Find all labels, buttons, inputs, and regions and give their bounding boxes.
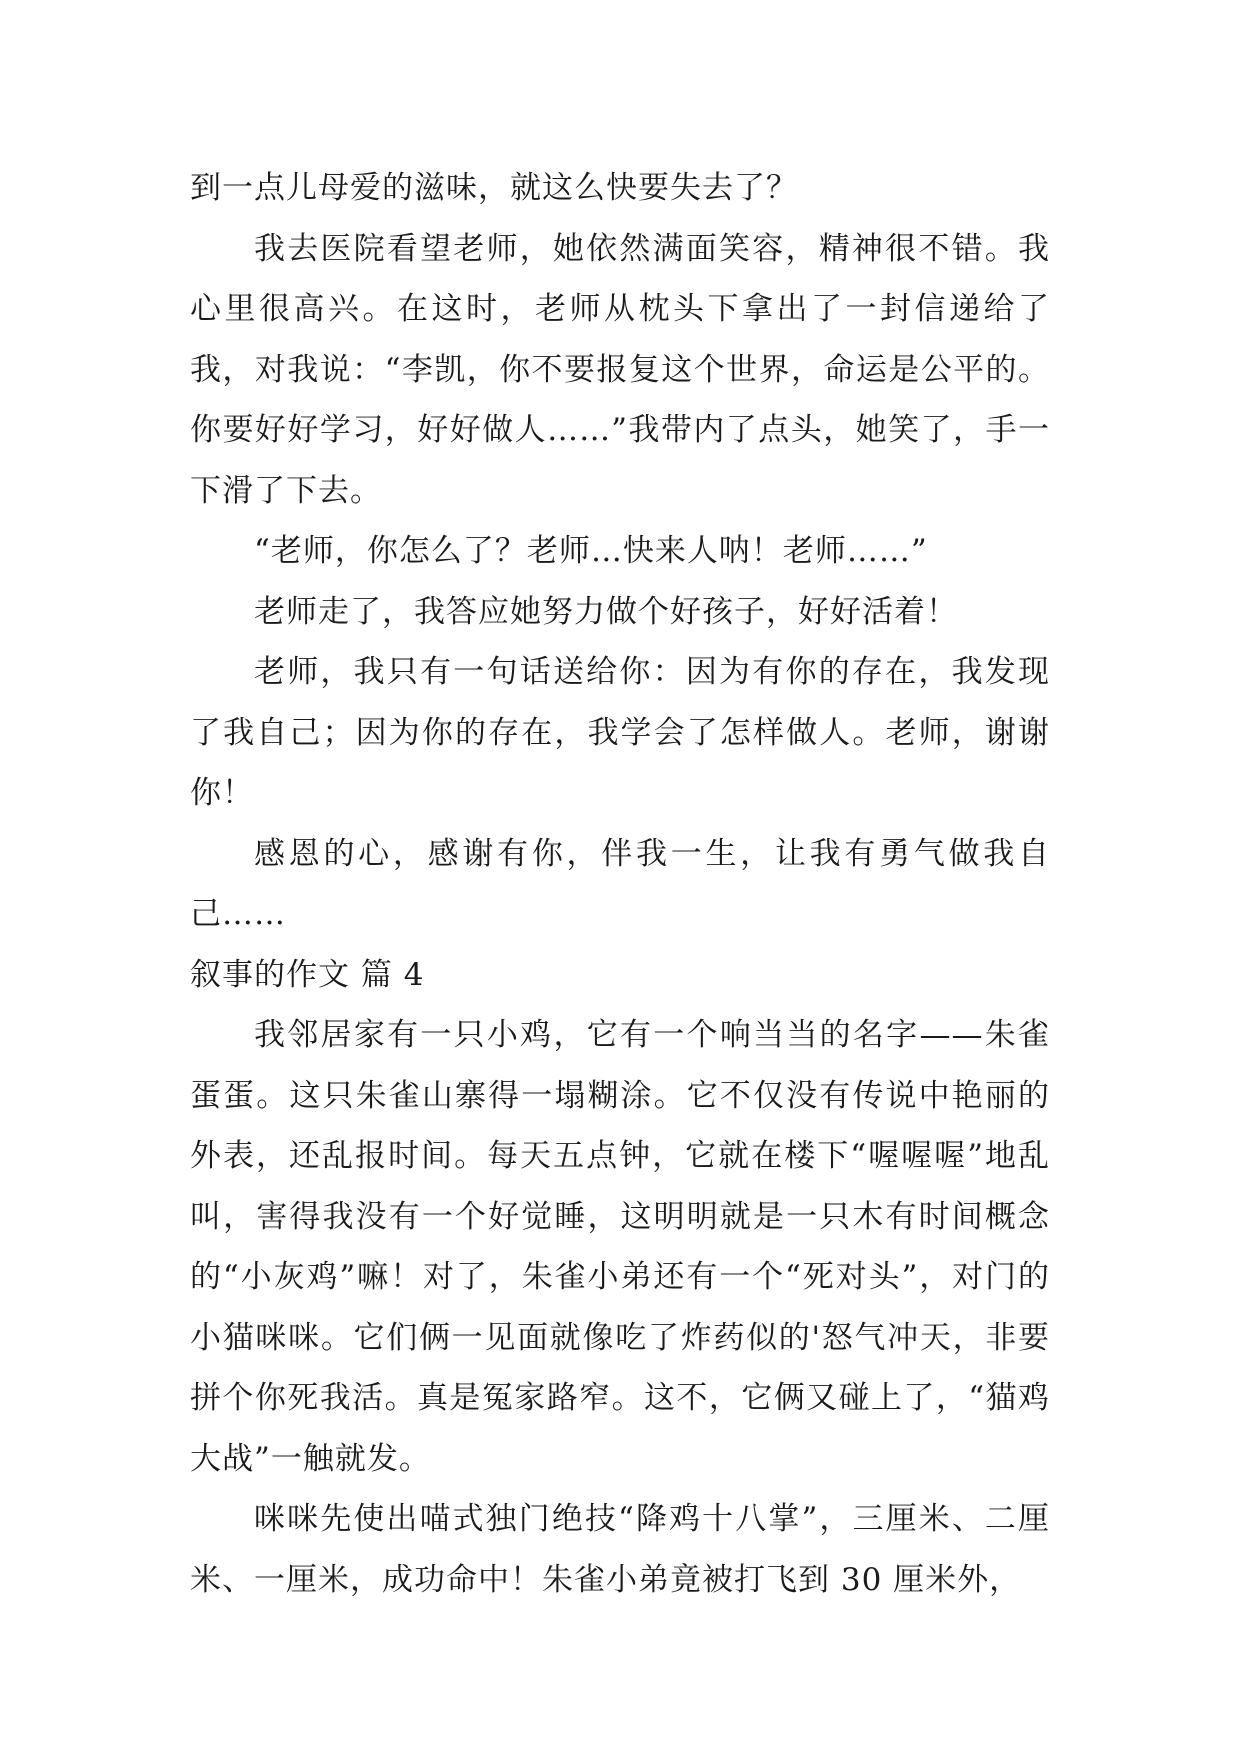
paragraph-1: 到一点儿母爱的滋味，就这么快要失去了？ (190, 170, 798, 206)
section-paragraph-1: 我邻居家有一只小鸡，它有一个响当当的名字——朱雀蛋蛋。这只朱雀山寨得一塌糊涂。它不仅没有传说中艳丽的外表，还乱报时间。每天五点钟，它就在楼下“喔喔喔”地乱叫，害得我没有一个好觉睡，这明明就是一只木有时间概念的“小灰鸡”嘛！对了，朱雀小弟还有一个“死对头”，对门的小猫咪咪。它们俩一见面就像吃了炸药似的'怒气冲天，非要拼个你死我活。真是冤家路窄。这不，它俩又碰上了，“猫鸡大战”一触就发。 (190, 1017, 1050, 1477)
paragraph-2: 我去医院看望老师，她依然满面笑容，精神很不错。我心里很高兴。在这时，老师从枕头下拿出了一封信递给了我，对我说：“李凯，你不要报复这个世界，命运是公平的。你要好好学习，好好做人……”我带内了点头，她笑了，手一下滑了下去。 (190, 230, 1050, 509)
document-body (190, 158, 1050, 1610)
paragraph-5: 老师，我只有一句话送给你：因为有你的存在，我发现了我自己；因为你的存在，我学会了怎样做人。老师，谢谢你！ (190, 654, 1050, 811)
paragraph-3: “老师，你怎么了？老师…快来人呐！老师……” (254, 533, 928, 569)
paragraph-4: 老师走了，我答应她努力做个好孩子，好好活着！ (254, 593, 958, 630)
section-heading: 叙事的作文 篇 4 (190, 956, 425, 993)
paragraph-6: 感恩的心，感谢有你，伴我一生，让我有勇气做我自己…… (190, 835, 1050, 932)
section-paragraph-2: 咪咪先使出喵式独门绝技“降鸡十八掌”，三厘米、二厘米、一厘米，成功命中！朱雀小弟竟被打飞到 30 厘米外， (190, 1501, 1050, 1598)
